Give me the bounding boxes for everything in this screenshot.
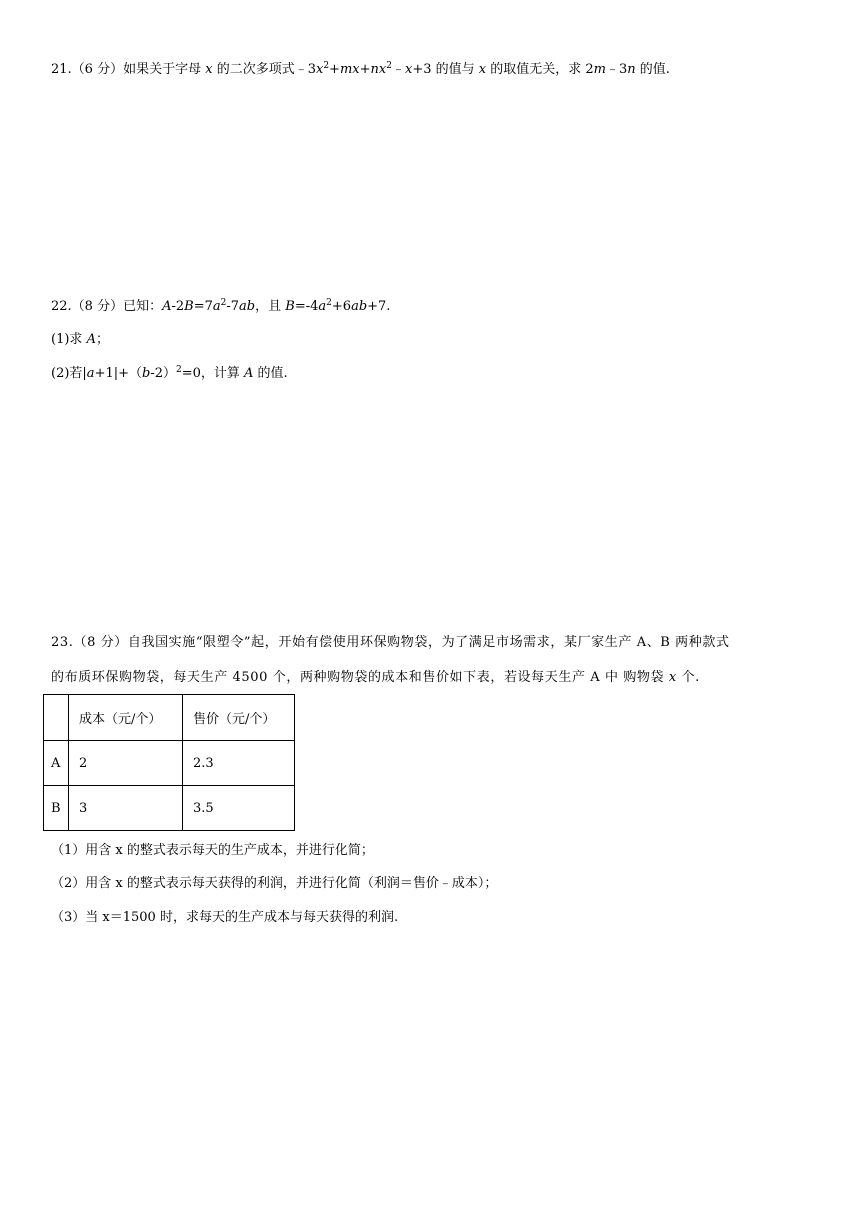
q23-line2-prefix: 的布质环保购物袋，每天生产 4500 个，两种购物袋的成本和售价如下表，若设每天生产 A 中 购物袋 [51, 670, 669, 685]
q22-part2-eq: =0，计算 [181, 366, 245, 381]
q22-A1: A [162, 299, 172, 314]
q22-title-prefix: 22.（8 分）已知： [51, 299, 163, 314]
q22-ab1: ab [239, 299, 256, 314]
q22-part2-sup: 2 [176, 365, 182, 375]
q21-end: 的值. [635, 62, 670, 77]
table-header-row [44, 695, 295, 741]
q22-part2-end: 的值. [253, 366, 288, 381]
q21-sup2a: 2 [323, 61, 330, 71]
price-table [43, 694, 295, 831]
q22-part1-suffix: ； [95, 332, 109, 347]
q22-part2-close: -2） [150, 366, 176, 381]
q21-plus2: + [359, 62, 371, 77]
q21-mid1: 的二次多项式﹣3 [212, 62, 316, 77]
question-22-part-2 [51, 365, 288, 383]
table-header-price: 售价（元/个） [183, 695, 295, 741]
q22-part2-mid: +1|+（ [94, 366, 142, 381]
q22-plus6: +6 [331, 299, 352, 314]
question-23-sub-2: （2）用含 x 的整式表示每天获得的利润，并进行化简（利润＝售价﹣成本）； [51, 876, 498, 891]
q21-nx: nx [370, 62, 387, 77]
q21-n: n [627, 62, 636, 77]
q22-sup-a1: 2 [220, 298, 227, 308]
q22-B1: B [184, 299, 194, 314]
table-cell-price: 2.3 [183, 741, 295, 786]
q23-line2-x: x [668, 670, 677, 685]
table-cell-cost: 3 [69, 786, 183, 831]
q21-minus-x: ﹣ [391, 62, 405, 77]
question-23-line-2 [51, 669, 700, 687]
q22-a1: a [212, 299, 221, 314]
q22-part2-b: b [142, 366, 151, 381]
table-cell-price: 3.5 [183, 786, 295, 831]
q21-x3: x [405, 62, 413, 77]
q22-B2: B [285, 299, 295, 314]
question-22 [51, 298, 390, 316]
q23-line2-suffix: 个. [676, 670, 700, 685]
table-row [44, 786, 295, 831]
question-23-line-1: 23.（8 分）自我国实施“限塑令”起，开始有偿使用环保购物袋，为了满足市场需求，某厂家生产 A、B 两种款式 [51, 635, 730, 650]
q22-ab2: ab [351, 299, 368, 314]
q22-comma-and: ，且 [255, 299, 286, 314]
table-cell-product: A [44, 741, 69, 786]
q21-var-x: x [205, 62, 213, 77]
question-23-sub-3: （3）当 x＝1500 时，求每天的生产成本与每天获得的利润. [51, 910, 399, 925]
question-23-sub-1: （1）用含 x 的整式表示每天的生产成本，并进行化简； [51, 843, 374, 858]
q22-part1-A: A [86, 332, 96, 347]
table-row [44, 741, 295, 786]
q22-part2-A: A [244, 366, 254, 381]
q21-plus3: +3 的值与 [412, 62, 479, 77]
q22-eq7: =7 [193, 299, 213, 314]
q22-plus7: +7. [367, 299, 391, 314]
question-21 [51, 61, 670, 79]
q22-part1-prefix: (1)求 [51, 332, 87, 347]
q21-x2a: x [315, 62, 324, 77]
q22-part2-prefix: (2)若| [51, 366, 87, 381]
q22-eq-m4: =-4 [294, 299, 319, 314]
q22-minus7: -7 [226, 299, 240, 314]
table-cell-product: B [44, 786, 69, 831]
question-22-part-1 [51, 331, 109, 349]
q21-m: m [593, 62, 606, 77]
q21-sup2b: 2 [386, 61, 392, 71]
q22-sup-a2: 2 [326, 298, 332, 308]
table-header-corner [44, 695, 69, 741]
table-cell-cost: 2 [69, 741, 183, 786]
q22-a2: a [318, 299, 327, 314]
q21-var-x2: x [478, 62, 487, 77]
q22-minus2: -2 [171, 299, 185, 314]
q21-mx: mx [339, 62, 360, 77]
q21-minus3: ﹣3 [606, 62, 628, 77]
q21-suffix: 的取值无关，求 2 [486, 62, 594, 77]
q22-part2-a: a [86, 366, 95, 381]
table-header-cost: 成本（元/个） [69, 695, 183, 741]
q21-prefix: 21.（6 分）如果关于字母 [51, 62, 206, 77]
q21-plus-mx: + [329, 62, 340, 77]
